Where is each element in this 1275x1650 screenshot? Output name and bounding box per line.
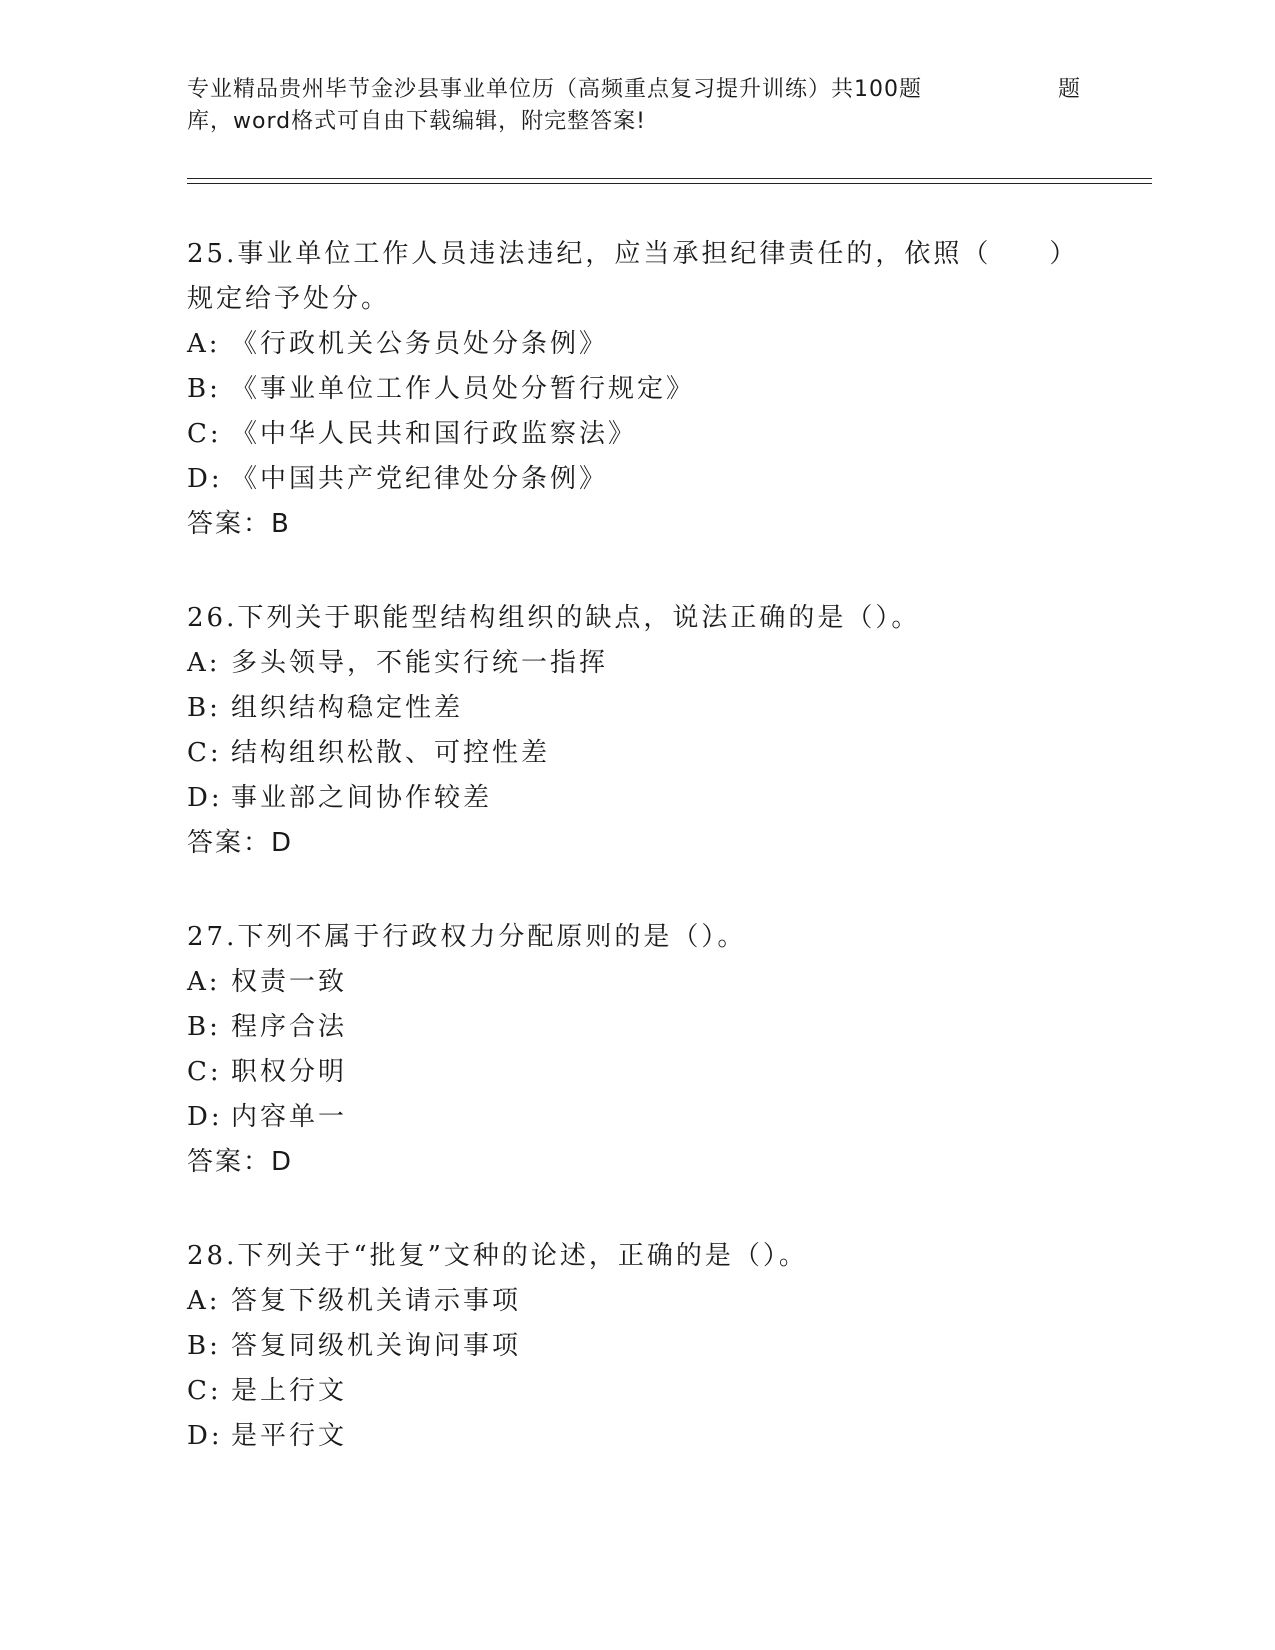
question-stem — [187, 232, 1087, 322]
option-text: 内容单一 — [231, 1102, 348, 1132]
question-item — [187, 232, 1087, 547]
option-key: B: — [187, 374, 221, 404]
page-header — [187, 74, 1087, 138]
option-text: 多头领导，不能实行统一指挥 — [231, 648, 609, 678]
question-option — [187, 731, 1087, 776]
question-stem-line: 26.下列关于职能型结构组织的缺点，说法正确的是（）。 — [187, 603, 921, 633]
option-text: 是平行文 — [231, 1421, 348, 1451]
question-stem — [187, 1234, 1087, 1279]
question-option — [187, 960, 1087, 1005]
option-key: B: — [187, 693, 221, 723]
option-key: D: — [187, 464, 223, 494]
question-list — [187, 232, 1087, 1508]
question-option — [187, 1005, 1087, 1050]
option-text: 权责一致 — [231, 967, 348, 997]
question-option — [187, 1324, 1087, 1369]
question-answer: 答案：D — [187, 828, 294, 858]
question-option — [187, 1414, 1087, 1459]
question-option — [187, 686, 1087, 731]
question-stem-line: 27.下列不属于行政权力分配原则的是（）。 — [187, 922, 747, 952]
question-option — [187, 641, 1087, 686]
header-title-line1 — [187, 74, 1087, 106]
option-text: 答复下级机关请示事项 — [231, 1286, 522, 1316]
header-divider-top — [187, 178, 1152, 179]
question-option — [187, 1050, 1087, 1095]
question-item — [187, 1234, 1087, 1459]
question-stem — [187, 915, 1087, 960]
question-stem-line: 28.下列关于“批复”文种的论述，正确的是（）。 — [187, 1241, 808, 1271]
option-text: 事业部之间协作较差 — [231, 783, 493, 813]
question-option — [187, 1095, 1087, 1140]
question-option — [187, 457, 1087, 502]
option-text: 答复同级机关询问事项 — [231, 1331, 522, 1361]
option-text: 职权分明 — [231, 1057, 348, 1087]
header-title-line2: 库，word格式可自由下载编辑，附完整答案! — [187, 109, 646, 134]
question-stem-line: 25.事业单位工作人员违法违纪，应当承担纪律责任的，依照（ ） — [187, 239, 1079, 269]
question-option — [187, 1279, 1087, 1324]
option-text: 《中华人民共和国行政监察法》 — [231, 419, 638, 449]
option-text: 结构组织松散、可控性差 — [231, 738, 551, 768]
question-stem — [187, 596, 1087, 641]
question-item — [187, 596, 1087, 866]
option-key: A: — [187, 967, 221, 997]
option-key: B: — [187, 1331, 221, 1361]
option-key: D: — [187, 783, 223, 813]
option-key: A: — [187, 329, 221, 359]
question-option — [187, 367, 1087, 412]
header-title-text: 专业精品贵州毕节金沙县事业单位历（高频重点复习提升训练）共100题 — [187, 77, 922, 102]
question-option — [187, 412, 1087, 457]
header-divider-bottom — [187, 183, 1152, 184]
question-item — [187, 915, 1087, 1185]
option-text: 是上行文 — [231, 1376, 348, 1406]
option-key: C: — [187, 1376, 222, 1406]
option-text: 《行政机关公务员处分条例》 — [231, 329, 609, 359]
option-key: C: — [187, 419, 222, 449]
option-text: 《事业单位工作人员处分暂行规定》 — [231, 374, 696, 404]
option-key: C: — [187, 1057, 222, 1087]
option-text: 程序合法 — [231, 1012, 348, 1042]
question-answer: 答案：B — [187, 509, 291, 539]
option-text: 《中国共产党纪律处分条例》 — [231, 464, 609, 494]
question-option — [187, 1369, 1087, 1414]
option-key: B: — [187, 1012, 221, 1042]
question-stem-line: 规定给予处分。 — [187, 284, 391, 314]
option-text: 组织结构稳定性差 — [231, 693, 464, 723]
option-key: D: — [187, 1421, 223, 1451]
question-option — [187, 776, 1087, 821]
option-key: A: — [187, 1286, 221, 1316]
question-answer: 答案：D — [187, 1147, 294, 1177]
header-title-tail: 题 — [1058, 77, 1082, 102]
question-option — [187, 322, 1087, 367]
option-key: C: — [187, 738, 222, 768]
option-key: D: — [187, 1102, 223, 1132]
option-key: A: — [187, 648, 221, 678]
